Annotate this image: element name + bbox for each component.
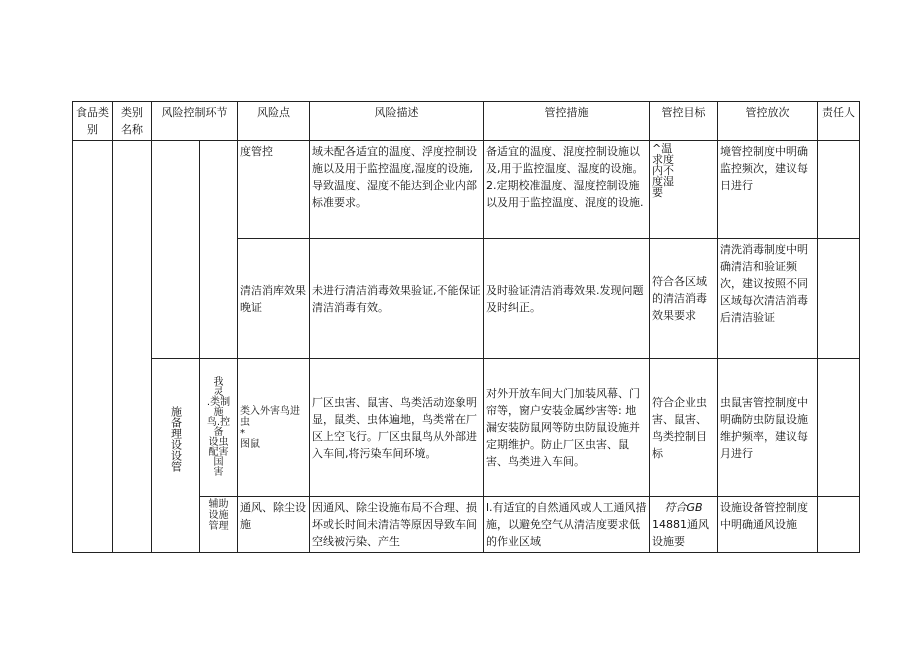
risk-desc-cell: 域未配各适宜的温度、浮度控制设施以及用于监控温度,湿度的设施,导致温度、湿度不能达到企业内部标准要求。 (310, 141, 484, 239)
stage-vertical-cell (152, 359, 200, 553)
food-category-cell (73, 141, 113, 553)
risk-point-cell: 类入外害鸟进 虫 * 图鼠 (238, 359, 310, 497)
header-food-category: 食品类 别 (73, 102, 113, 141)
responsible-cell (818, 497, 860, 553)
header-control-stage: 风险控制环节 (152, 102, 238, 141)
risk-point-cell: 通风、除尘设施 (238, 497, 310, 553)
target-line-2: 14881通风设施要 (652, 518, 709, 548)
measures-cell: 备适宜的温度、混度控制设施以及,用于监控温度、湿度的设施。 2.定期校准温度、湿度控制设施以及用于监控温度、混度的设施. (484, 141, 650, 239)
responsible-cell (818, 359, 860, 497)
target-cell: ^温 求度 内不 度湿 要 (650, 141, 718, 239)
risk-desc-cell: 未进行清洁消毒效果验证,不能保证清洁消毒有效。 (310, 239, 484, 359)
header-risk-point: 风险点 (238, 102, 310, 141)
target-cell: 符合企业虫害、鼠害、鸟类控制目标 (650, 359, 718, 497)
risk-point-cell: 清洁消库效果晚证 (238, 239, 310, 359)
responsible-cell (818, 239, 860, 359)
header-risk-desc: 风险描述 (310, 102, 484, 141)
risk-desc-cell: 厂区虫害、鼠害、鸟类活动迩象明显，鼠类、虫体遍地，鸟类常在厂区上空飞行。厂区虫鼠鸟从外部进入车间,将污染车间环境。 (310, 359, 484, 497)
stage-sub-cell (200, 141, 238, 359)
header-target: 管控目标 (650, 102, 718, 141)
table-row (73, 359, 860, 497)
stage-vertical-label: 施备理设设管 (169, 405, 183, 472)
header-measures: 管控措施 (484, 102, 650, 141)
frequency-cell: 虫鼠害管控制度中明确防虫防鼠设施维护频率，建议每月进行 (718, 359, 818, 497)
header-responsible: 责任人 (818, 102, 860, 141)
table-row (73, 141, 860, 239)
stage-cell (152, 141, 200, 359)
header-row (73, 102, 860, 141)
frequency-cell: 清洗消毒制度中明确清洁和验证频次，建议按照不同区域每次清洁消毒后清洁验证 (718, 239, 818, 359)
measures-cell: l.有适宜的自然通风或人工通风措施，以避免空气从清洁度要求低的作业区域 (484, 497, 650, 553)
target-cell (650, 497, 718, 553)
category-name-cell (113, 141, 152, 553)
stage-sub-cell: 辅助 设施 管理 (200, 497, 238, 553)
target-cell: 符合各区域的清洁消毒效果要求 (650, 239, 718, 359)
header-category-name: 类别 名称 (113, 102, 152, 141)
risk-point-cell: 度管控 (238, 141, 310, 239)
frequency-cell: 设施设备管控制度中明确通风设施 (718, 497, 818, 553)
stage-sub-cell: 我 灵 .类制施 鸟.控备 设虫 配害 国 害 (200, 359, 238, 497)
responsible-cell (818, 141, 860, 239)
risk-control-table (72, 101, 860, 553)
risk-desc-cell: 因通风、除尘设施布局不合理、损坏或长时间未清洁等原因导致车间空线被污染、产生 (310, 497, 484, 553)
measures-cell: 及时验证清洁消毒效果.发现问题及时纠正。 (484, 239, 650, 359)
target-line-1: 符合GB (664, 501, 703, 514)
frequency-cell: 境管控制度中明确监控频次，建议每日进行 (718, 141, 818, 239)
header-frequency: 管控放次 (718, 102, 818, 141)
measures-cell: 对外开放车间大门加装风幕、门帘等，窗户安装金属纱害等: 地漏安装防鼠网等防虫防鼠设施并定期维护。防止厂区虫害、鼠害、鸟类进入车间。 (484, 359, 650, 497)
